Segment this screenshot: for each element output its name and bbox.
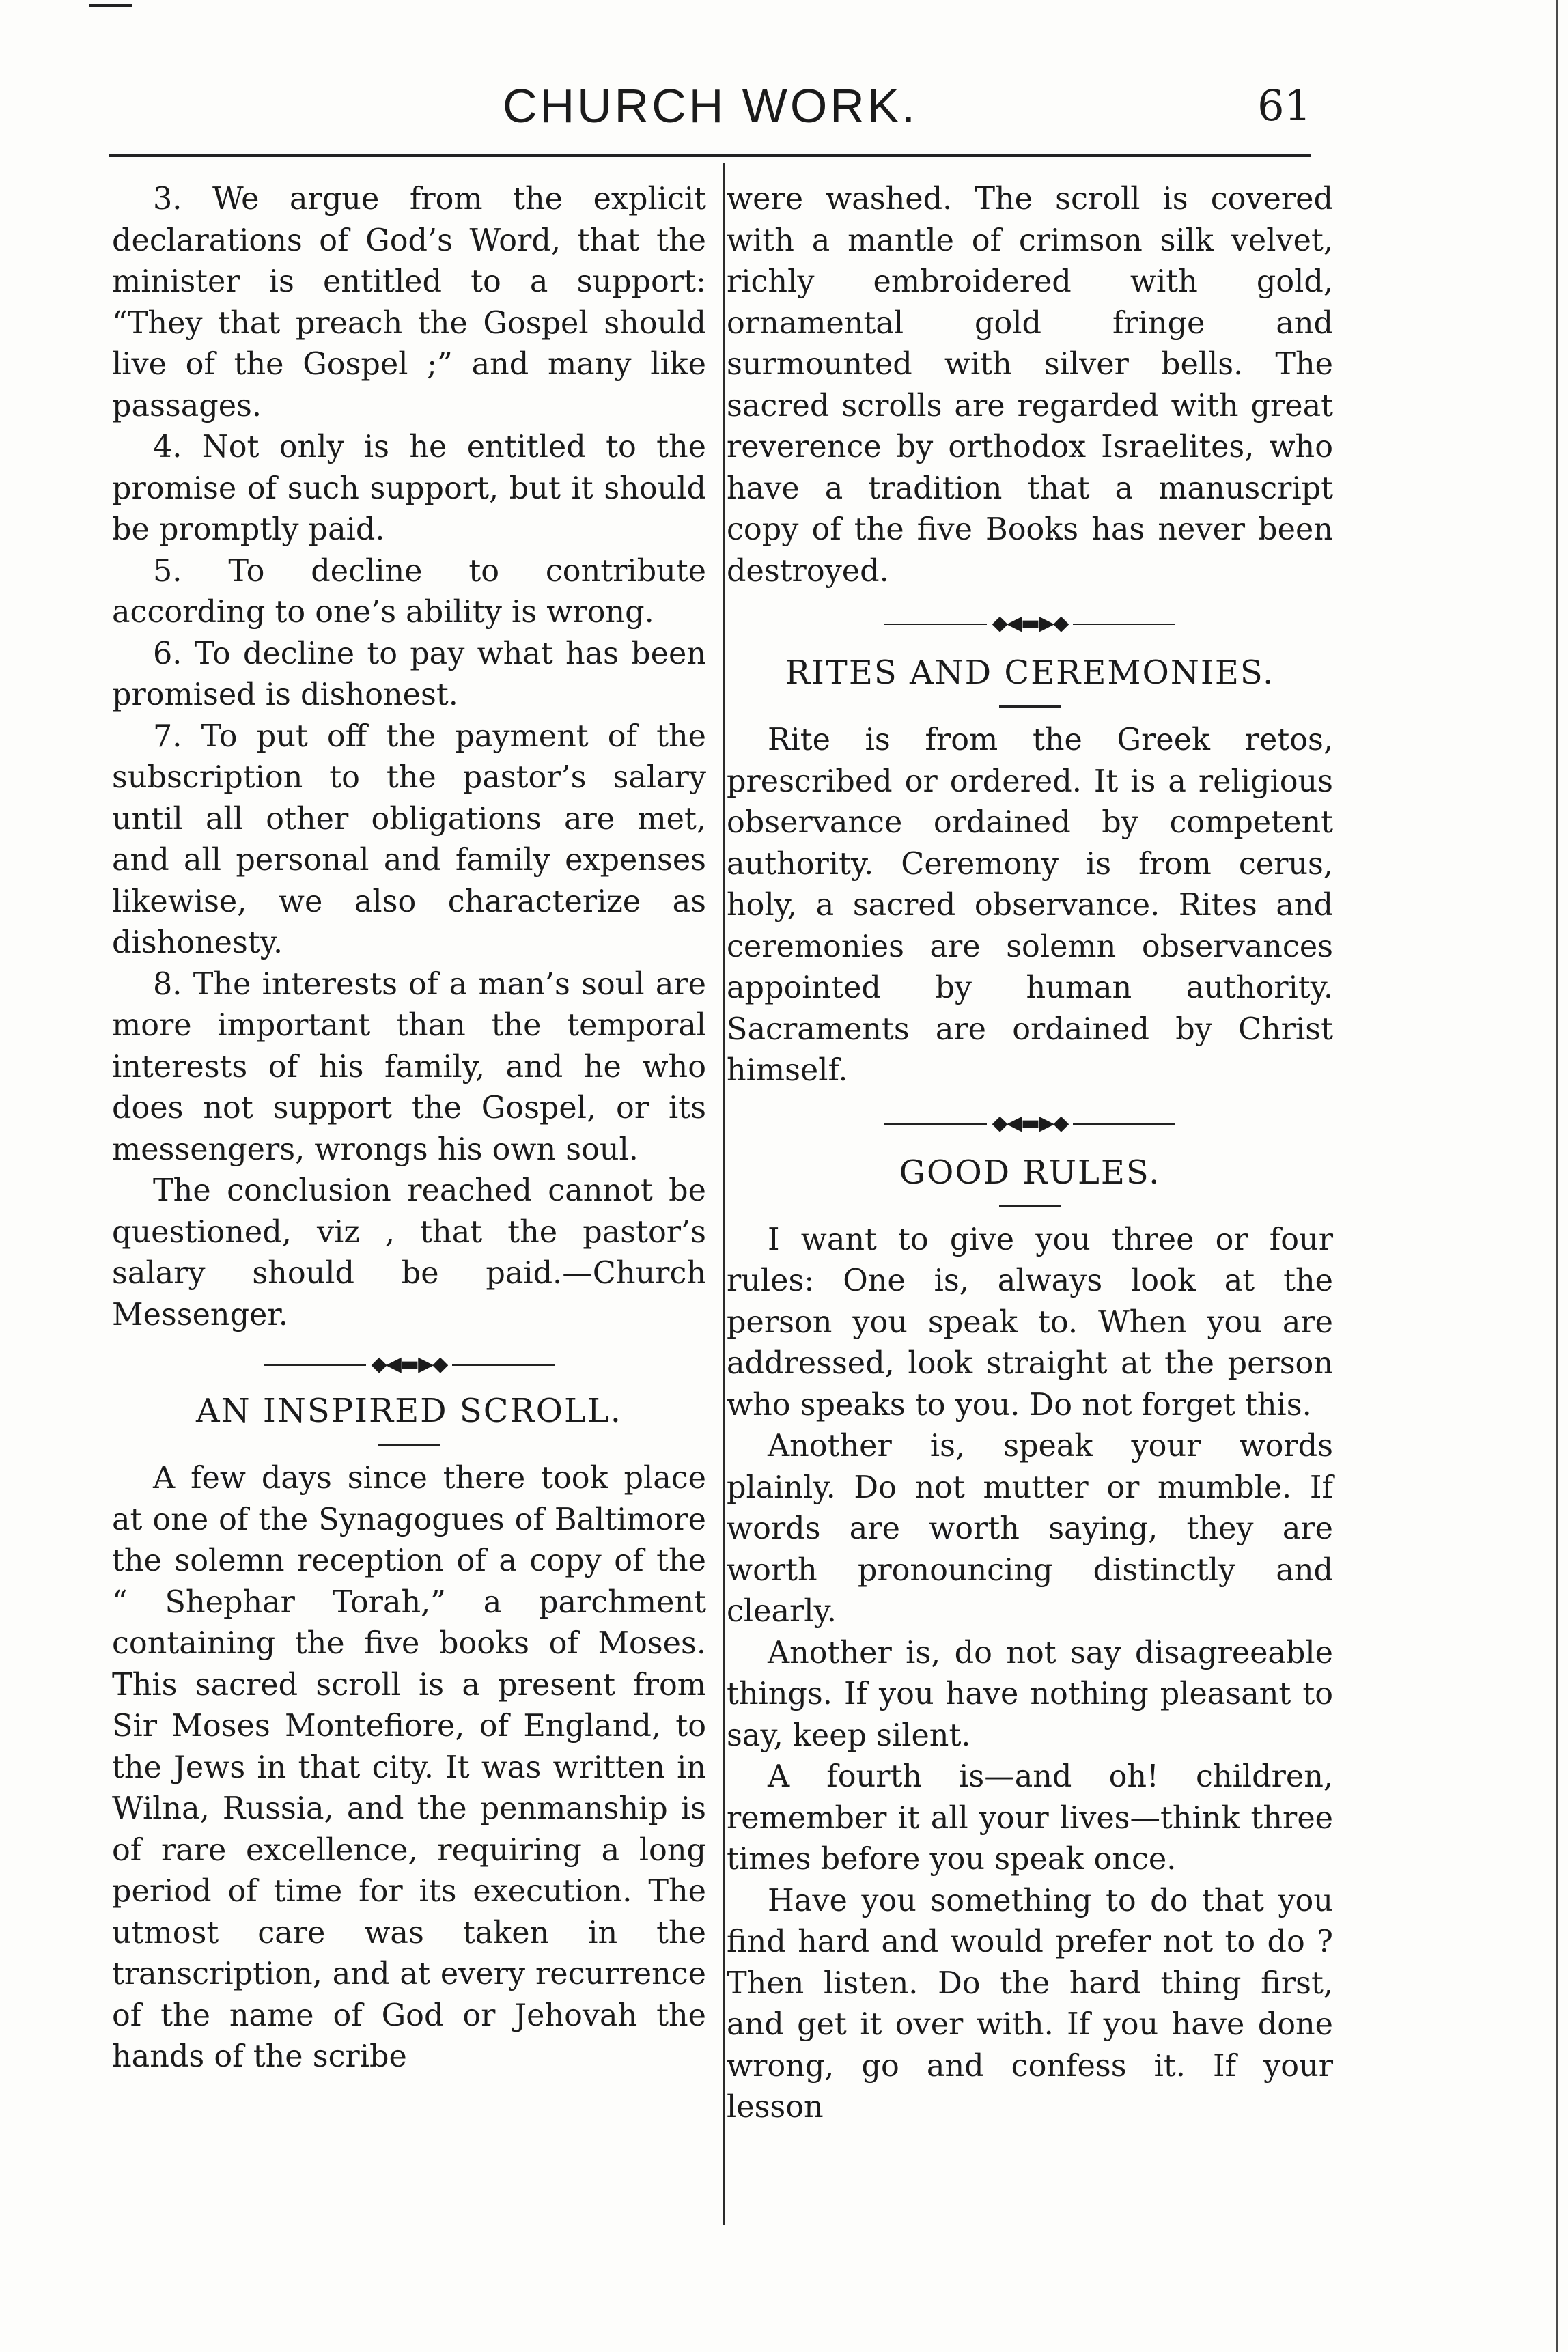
conclusion-paragraph: The conclusion reached cannot be questioned, viz , that the pastor’s salary should be paid.—Church Messenger. bbox=[112, 1173, 706, 1332]
section-ornament: ◆◀▬▶◆ bbox=[727, 610, 1333, 637]
paragraph-4: 4. Not only is he entitled to the promise of such support, but it should be promptly paid. bbox=[112, 430, 706, 547]
rule-paragraph: I want to give you three or four rules: One is, always look at the person you speak to. When you are addressed, look straight at the person who speaks to you. Do not forget this. bbox=[727, 1222, 1333, 1423]
rule-paragraph: Another is, do not say disagreeable things. If you have nothing pleasant to say, keep silent. bbox=[727, 1635, 1333, 1753]
page-header bbox=[109, 75, 1311, 137]
rule-paragraph: Another is, speak your words plainly. Do not mutter or mumble. If words are worth saying, they are worth pronouncing distinctly and clearly. bbox=[727, 1429, 1333, 1629]
paragraph-6: 6. To decline to pay what has been promised is dishonest. bbox=[112, 636, 706, 712]
rites-heading: RITES AND CEREMONIES. bbox=[785, 654, 1275, 692]
section-ornament: ◆◀▬▶◆ bbox=[727, 1110, 1333, 1137]
section-ornament: ◆◀▬▶◆ bbox=[112, 1351, 706, 1378]
scroll-paragraph: A few days since there took place at one of the Synagogues of Baltimore the solemn reception of a copy of the “ Shephar Torah,” a parchment containing the five books of Moses. This sacred scroll is a present from Sir Moses Montefiore, of England, to the Jews in that city. It was written in Wilna, Russia, and the penmanship is of rare excellence, requiring a long period of time for its execution. The utmost care was taken in the transcription, and at every recurrence of the name of God or Jehovah the hands of the scribe bbox=[112, 1461, 706, 2074]
header-rule bbox=[109, 154, 1311, 157]
scroll-continued-paragraph: were washed. The scroll is covered with a mantle of crimson silk velvet, richly embroidered with gold, ornamental gold fringe and surmounted with silver bells. The sacred scrolls are regarded with great reverence by orthodox Israelites, who have a tradition that a manuscript copy of the five Books has never been destroyed. bbox=[727, 182, 1333, 589]
paragraph-3: 3. We argue from the explicit declarations of God’s Word, that the minister is entitled to a support: “They that preach the Gospel should live of the Gospel ;” and many like passages. bbox=[112, 182, 706, 423]
running-title: CHURCH WORK. bbox=[503, 79, 918, 132]
paragraph-8: 8. The interests of a man’s soul are more important than the temporal interests of his family, and he who does not support the Gospel, or its messengers, wrongs his own soul. bbox=[112, 966, 706, 1167]
heading-rule bbox=[999, 1205, 1061, 1207]
rule-paragraph: Have you something to do that you find hard and would prefer not to do ? Then listen. Do the hard thing first, and get it over with. If you have done wrong, go and confess it. If your lesson bbox=[727, 1883, 1333, 2125]
rule-paragraph: A fourth is—and oh! children, remember it all your lives—think three times before you speak once. bbox=[727, 1759, 1333, 1877]
heading-rule bbox=[999, 705, 1061, 708]
page-number: 61 bbox=[1257, 81, 1311, 130]
rules-heading: GOOD RULES. bbox=[899, 1153, 1161, 1192]
column-divider bbox=[723, 163, 725, 2225]
top-edge-rule bbox=[89, 4, 132, 7]
scroll-heading: AN INSPIRED SCROLL. bbox=[195, 1392, 623, 1430]
rites-paragraph: Rite is from the Greek retos, prescribed or ordered. It is a religious observance ordained by competent authority. Ceremony is from cerus, holy, a sacred observance. Rites and ceremonies are solemn observances appointed by human authority. Sacraments are ordained by Christ himself. bbox=[727, 723, 1333, 1088]
right-column bbox=[727, 179, 1333, 2129]
page-edge-rule bbox=[1556, 0, 1558, 2352]
paragraph-5: 5. To decline to contribute according to one’s ability is wrong. bbox=[112, 553, 706, 630]
heading-rule bbox=[378, 1444, 440, 1446]
paragraph-7: 7. To put off the payment of the subscription to the pastor’s salary until all other obligations are met, and all personal and family expenses likewise, we also characterize as dishonesty. bbox=[112, 718, 706, 960]
left-column bbox=[112, 179, 706, 2078]
